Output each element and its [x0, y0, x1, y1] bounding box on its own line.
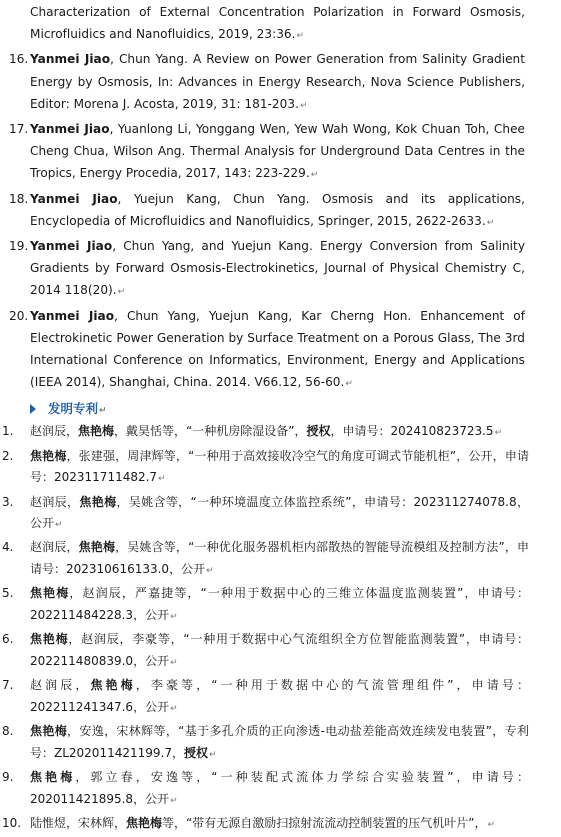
paragraph-mark: ↵	[170, 612, 178, 623]
author-name: 焦艳梅	[126, 815, 163, 830]
patent-item	[0, 421, 561, 445]
patent-text: ，赵润辰，李豪等，“一种用于数据中心气流组织全方位智能监测装置”，申请号：202211480839.0，公开	[30, 632, 529, 668]
patent-text: ，郭立春，安逸等，“一种装配式流体力学综合实验装置”，申请号：202011421895.8，公开	[30, 770, 529, 806]
publication-text: , Chun Yang, and Yuejun Kang. Energy Conversion from Salinity Gradients by Forward Osmosis-Electrokinetics, Journal of Physical Chemistry C, 2014 118(20).	[30, 239, 525, 298]
patent-text: ，申请号：202410823723.5	[330, 424, 494, 439]
patent-number: 1.	[2, 424, 14, 439]
patent-item	[0, 721, 561, 766]
patent-number: 7.	[2, 678, 14, 693]
patent-text: ，吴姚含等，“一种优化服务器机柜内部散热的智能导流模组及控制方法”，申请号：202310616133.0，公开	[30, 540, 529, 577]
patent-status: 授权	[183, 745, 208, 760]
publication-number: 20.	[9, 308, 29, 323]
patent-text: ，张建强，周津辉等，“一种用于高效接收冷空气的角度可调式节能机柜”，公开，申请号：202311711482.7	[30, 448, 529, 485]
patent-text: ，李豪等，“一种用于数据中心的气流管理组件”，申请号：202211241347.6，公开	[30, 678, 529, 714]
publication-text: Characterization of External Concentration Polarization in Forward Osmosis, Microfluidics and Nanofluidics, 2019, 23:36.	[30, 5, 525, 42]
publication-text: , Yuejun Kang, Chun Yang. Osmosis and its applications, Encyclopedia of Microfluidics and Nanofluidics, Springer, 2015, 2622-2633.	[30, 191, 525, 228]
paragraph-mark: ↵	[487, 819, 496, 830]
patent-authors: 赵润辰，	[30, 494, 80, 509]
paragraph-mark: ↵	[206, 566, 214, 577]
publication-text: , Chun Yang, Yuejun Kang, Kar Cherng Hon. Enhancement of Electrokinetic Power Generation by Surface Treatment on a Porous Glass, The 3rd International Conference on Informatics, Environment, Energy and Applications (IEEA 2014), Shanghai, China. 2014. V66.12, 56-60.	[30, 308, 525, 390]
author-name: Yanmei Jiao	[30, 122, 110, 137]
patent-text: ，安逸，宋林辉等，“基于多孔介质的正向渗透-电动盐差能高效连续发电装置”，专利号：ZL202011421199.7，	[30, 724, 529, 760]
author-name: 焦艳梅	[78, 540, 116, 555]
patent-number: 4.	[2, 540, 14, 555]
patent-text: ，戴昊恬等，“一种机房除湿设备”，	[114, 424, 307, 439]
paragraph-mark: ↵	[55, 520, 63, 531]
publication-continuation	[0, 1, 561, 47]
publication-item	[0, 118, 561, 187]
patent-authors: 赵润辰，	[30, 424, 79, 439]
publication-number: 18.	[9, 191, 29, 206]
author-name: Yanmei Jiao	[30, 239, 113, 254]
publication-item	[0, 305, 561, 396]
patent-number: 9.	[2, 770, 14, 784]
publication-text: , Yuanlong Li, Yonggang Wen, Yew Wah Wong, Kok Chuan Toh, Chee Cheng Chua, Wilson Ang. Thermal Analysis for Underground Data Centres in the Tropics, Energy Procedia, 2017, 143: 223-229.	[30, 122, 525, 181]
paragraph-mark: ↵	[486, 217, 495, 228]
author-name: 焦艳梅	[30, 770, 76, 784]
patent-text: ，吴姚含等，“一种环境温度立体监控系统”，申请号：202311274078.8，公开	[30, 494, 529, 531]
author-name: Yanmei Jiao	[30, 308, 115, 323]
author-name: Yanmei Jiao	[30, 191, 118, 206]
author-name: 焦艳梅	[78, 424, 115, 439]
patent-item	[0, 813, 561, 837]
patent-number: 8.	[2, 724, 14, 739]
paragraph-mark: ↵	[170, 795, 178, 806]
paragraph-mark: ↵	[99, 406, 107, 417]
arrow-bullet-icon	[30, 404, 36, 414]
patent-item	[0, 675, 561, 720]
author-name: 焦艳梅	[90, 678, 136, 693]
publication-number: 16.	[9, 52, 29, 67]
paragraph-mark: ↵	[494, 428, 503, 439]
patent-item	[0, 629, 561, 674]
patent-text: 等，“带有无源自激励扫掠射流流动控制装置的压气机叶片”，	[162, 815, 487, 830]
patent-number: 2.	[2, 448, 14, 463]
patent-text: ，赵润辰，严嘉捷等，“一种用于数据中心的三维立体温度监测装置”，申请号：202211484228.3，公开	[30, 586, 529, 623]
patent-item	[0, 492, 561, 537]
publication-text: , Chun Yang. A Review on Power Generation from Salinity Gradient Energy by Osmosis, In: Advances in Energy Research, Nova Science Publishers, Editor: Morena J. Acosta, 2019, 31: 181-203.	[30, 52, 525, 111]
patent-item	[0, 767, 561, 812]
paragraph-mark: ↵	[345, 379, 353, 390]
paragraph-mark: ↵	[117, 287, 126, 298]
publication-item	[0, 188, 561, 234]
publication-item	[0, 48, 561, 117]
author-name: 焦艳梅	[79, 494, 117, 509]
patent-authors: 赵润辰，	[30, 678, 91, 693]
author-name: Yanmei Jiao	[30, 52, 111, 67]
patent-status: 授权	[306, 424, 331, 439]
patent-number: 6.	[2, 632, 14, 647]
publication-item	[0, 235, 561, 304]
paragraph-mark: ↵	[296, 31, 305, 42]
author-name: 焦艳梅	[30, 586, 70, 601]
patent-item	[0, 583, 561, 628]
author-name: 焦艳梅	[30, 448, 67, 463]
patents-section-heading	[0, 398, 561, 420]
patent-authors: 陆惟煜，宋林辉，	[30, 815, 127, 830]
patent-item	[0, 537, 561, 582]
patent-number: 5.	[2, 586, 14, 601]
section-title: 发明专利	[48, 401, 99, 417]
paragraph-mark: ↵	[170, 703, 178, 714]
patent-number: 3.	[2, 494, 14, 509]
author-name: 焦艳梅	[30, 724, 68, 739]
publication-number: 19.	[9, 239, 29, 254]
patent-item	[0, 446, 561, 491]
patent-authors: 赵润辰，	[30, 540, 79, 555]
paragraph-mark: ↵	[209, 749, 217, 760]
author-name: 焦艳梅	[30, 632, 69, 647]
paragraph-mark: ↵	[299, 100, 308, 111]
publication-number: 17.	[9, 122, 29, 137]
paragraph-mark: ↵	[310, 170, 319, 181]
paragraph-mark: ↵	[170, 657, 178, 668]
patent-number: 10.	[2, 815, 22, 830]
paragraph-mark: ↵	[158, 474, 166, 485]
